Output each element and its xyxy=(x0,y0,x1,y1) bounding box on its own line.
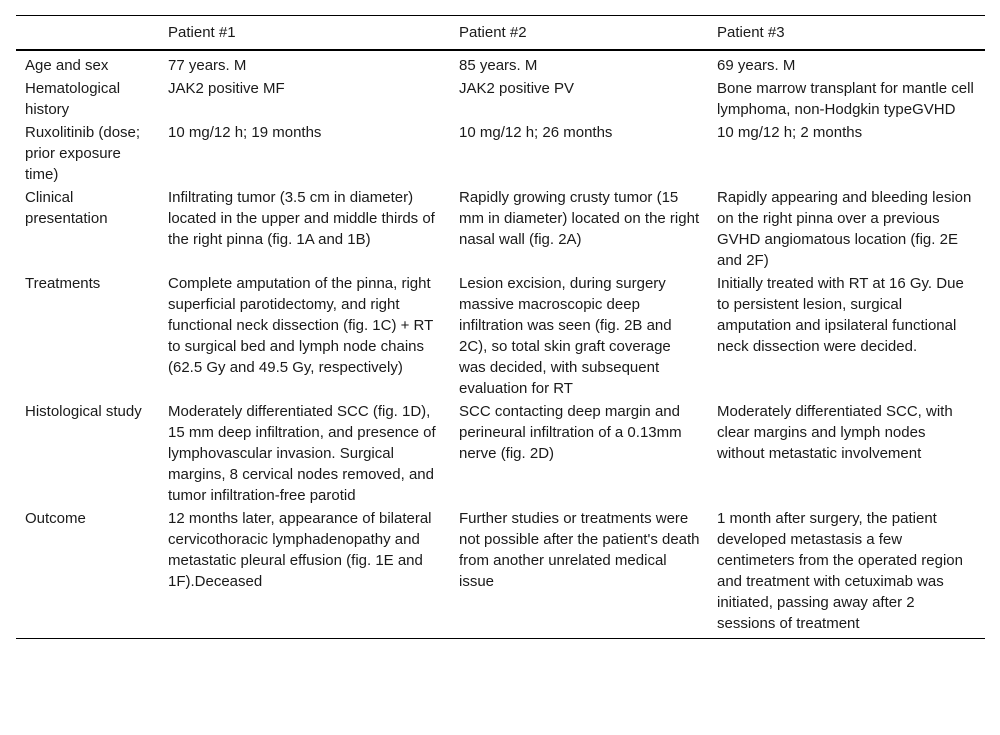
table-header-row xyxy=(16,16,985,51)
table-row xyxy=(16,121,985,186)
cell-patient-3: 10 mg/12 h; 2 months xyxy=(717,124,863,141)
cell-patient-2: SCC contacting deep margin and perineural infiltration of a 0.13mm nerve (fig. 2D) xyxy=(459,403,682,462)
cell-patient-3: Bone marrow transplant for mantle cell lymphoma, non-Hodgkin typeGVHD xyxy=(717,80,974,118)
cell-patient-1: 10 mg/12 h; 19 months xyxy=(168,124,322,141)
row-label: Ruxolitinib (dose; prior exposure time) xyxy=(25,124,141,183)
cell-patient-3: Initially treated with RT at 16 Gy. Due to persistent lesion, surgical amputation and ipsilateral functional neck dissection were decided. xyxy=(717,275,964,355)
cell-patient-2: Lesion excision, during surgery massive macroscopic deep infiltration was seen (fig. 2B and 2C), so total skin graft coverage was decided, with subsequent evaluation for RT xyxy=(459,275,672,397)
cell-patient-2: 10 mg/12 h; 26 months xyxy=(459,124,613,141)
table-row xyxy=(16,50,985,77)
cell-patient-2: Further studies or treatments were not possible after the patient's death from another unrelated medical issue xyxy=(459,510,700,590)
table-row xyxy=(16,272,985,400)
cell-patient-1: 77 years. M xyxy=(168,57,247,74)
header-patient-2: Patient #2 xyxy=(459,24,527,41)
row-label: Histological study xyxy=(25,403,142,420)
cell-patient-2: 85 years. M xyxy=(459,57,538,74)
table-row xyxy=(16,186,985,272)
cell-patient-3: 69 years. M xyxy=(717,57,796,74)
row-label: Treatments xyxy=(25,275,101,292)
cell-patient-1: Complete amputation of the pinna, right superficial parotidectomy, and right functional neck dissection (fig. 1C) + RT to surgical bed and lymph node chains (62.5 Gy and 49.5 Gy, respectively) xyxy=(168,275,433,376)
patient-table-container xyxy=(16,15,985,639)
cell-patient-3: 1 month after surgery, the patient developed metastasis a few centimeters from the operated region and treatment with cetuximab was initiated, passing away after 2 sessions of treatment xyxy=(717,510,963,632)
cell-patient-3: Rapidly appearing and bleeding lesion on the right pinna over a previous GVHD angiomatous location (fig. 2E and 2F) xyxy=(717,189,972,269)
cell-patient-1: Moderately differentiated SCC (fig. 1D), 15 mm deep infiltration, and presence of lymphovascular invasion. Surgical margins, 8 cervical nodes removed, and tumor infiltration-free parotid xyxy=(168,403,436,504)
header-empty-cell xyxy=(16,16,159,51)
row-label: Hematological history xyxy=(25,80,121,118)
cell-patient-2: JAK2 positive PV xyxy=(459,80,575,97)
row-label: Clinical presentation xyxy=(25,189,108,227)
table-row xyxy=(16,400,985,507)
cell-patient-3: Moderately differentiated SCC, with clear margins and lymph nodes without metastatic involvement xyxy=(717,403,953,462)
row-label: Outcome xyxy=(25,510,86,527)
header-patient-1: Patient #1 xyxy=(168,24,236,41)
cell-patient-1: 12 months later, appearance of bilateral cervicothoracic lymphadenopathy and metastatic pleural effusion (fig. 1E and 1F).Deceased xyxy=(168,510,432,590)
patient-comparison-table xyxy=(16,15,985,639)
row-label: Age and sex xyxy=(25,57,109,74)
cell-patient-1: Infiltrating tumor (3.5 cm in diameter) located in the upper and middle thirds of the right pinna (fig. 1A and 1B) xyxy=(168,189,435,248)
cell-patient-1: JAK2 positive MF xyxy=(168,80,285,97)
header-patient-3: Patient #3 xyxy=(717,24,785,41)
table-row xyxy=(16,507,985,639)
cell-patient-2: Rapidly growing crusty tumor (15 mm in diameter) located on the right nasal wall (fig. 2A) xyxy=(459,189,700,248)
table-row xyxy=(16,77,985,121)
